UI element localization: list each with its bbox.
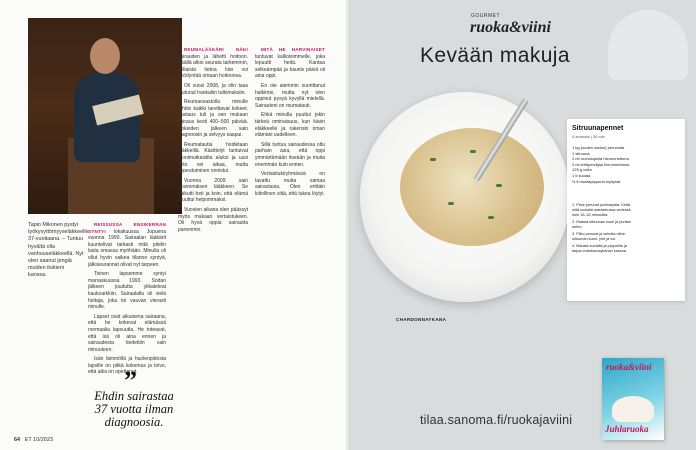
ingredient-item: 2 rkl ruohosipulia hienonnettuna — [572, 156, 629, 162]
recipe-step: 4. Mausta suolalla ja pippurilla ja tarjoa chardonnaykanan kanssa. — [572, 244, 627, 253]
photo-caption: Tapio Mikonen pystyi työkyvyttömyyseläkkeelle 37-vuotiaana. – Tuntuu hyvältä olla vanhuuseläkkeellä. Nyt olen saanut jengiä muiden ikätieni kanssa. — [28, 222, 89, 279]
article-column-1 — [88, 222, 166, 379]
paragraph: Toinen lapsemme syntyi marraskuussa 1993. Sodan jälkeen joudutta ylikateleat kaukoarkkiin. Sairaalalla oli vielä hoitaja, joka toi vauvan vierasti minulle. — [88, 271, 166, 311]
pull-quote: Ehdin sairastaa 37 vuotta ilman diagnoosia. — [94, 389, 174, 429]
paragraph: Reumatautia hoidetaan lääkkeillä. Käsittelyt tuntuivat monimutkaisilta aluksi ja uusi tieto vei aikaa, mutta sopeutuminen onnistui. — [178, 141, 248, 175]
recipe-card — [567, 119, 685, 301]
food-image — [400, 128, 544, 246]
wine-glass-image — [608, 10, 688, 80]
paragraph: En ole aiemmin suorittanut halkimie, mutta nyt olen oppinut pysyä kyvyllä mielellä. Sairauteni on reumatauti. — [255, 82, 325, 109]
recipe-step: 2. Raasta sitruunan kuori ja purista mehu. — [572, 220, 631, 229]
column-lead: MITÄ HE HARVINAISET — [261, 47, 325, 52]
advertisement-page — [348, 0, 696, 450]
recipe-meta: 4 annosta | 30 min — [572, 134, 605, 139]
paragraph: Vuosien aikana olen päässyt myös mukaan vertaistukeen. Oli hyvä oppia sairautta paremmin. — [178, 207, 248, 233]
paragraph: tuntuvat kallioisimmelle, joka lepuutti heitä. Kantaa selkeämpää ja kaunis päivä oli aina oppi. — [255, 53, 325, 80]
paragraph: Vertaistukiryhmässä on tavattu muita samaa sairastavia. Olen erittäin kiitollinen siitä, että tukea löytyi. — [255, 171, 325, 197]
issue-label: ET 10/2023 — [24, 437, 54, 443]
brand-logo: ruoka&viini — [470, 19, 551, 36]
recipe-steps — [572, 203, 634, 256]
column-lead: REUMALÄÄKÄRI NÄKI — [184, 47, 248, 52]
recipe-step: 1. Pese perunat juuriharjalla. Keitä niitä suolalla maustetussa vedessä noin 15–20 minuuttia. — [572, 203, 631, 217]
paragraph: Vuonna 2009 sain ensimmäisen lääkkeen. Se vaikutti heti ja koin, että elämä muuttui helpommaksi. — [178, 177, 248, 204]
paragraph: Reumaosastolla minulle tehtiin kaikki tarvittavat kokeet. Vastaus tuli ja sen mukaan sairaus kesti 400–500 päivää. Kokeiden jälkeen sain diagnoosin ja selvyys saapui. — [178, 99, 248, 139]
cake-image — [612, 396, 654, 422]
paragraph: Ehkä minulla puuttui jokin tärkeä ominaisuus, kun kävin eläkkeelle ja rakensin oman elämäni uudelleen. — [255, 112, 325, 139]
page-number: 64 — [14, 437, 21, 443]
recipe-step: 3. Pilko perunat ja sekoita niihin sitruunan kuori, yrtit ja voi. — [572, 232, 626, 241]
quote-mark: ” — [124, 366, 137, 395]
paragraph: lokakuussa Jopuena vuonna 1990. Sairaalan lääkärit kuuntelivat tarkasti mitä pitelin lasta omassa myöhään. Minulla oli ollut hyvin vaikea tilanne syntyä, jälkiseurannat olivat nyt tarpeen. — [88, 228, 166, 268]
paragraph: Lapset ovat aikuisena sairaana, että he kokevat elämässä normaalia lapsuutta. He toteavat, että isä oli aina ennen ja sairaudesta tiedettiin vain minuuteen. — [88, 313, 166, 353]
ingredient-item: 1 kg (uuden sadon) perunoita — [572, 145, 625, 150]
ingredient-item: 1 sitruuna — [572, 150, 590, 156]
page-folio — [14, 437, 53, 443]
paragraph: Oli vuosi 2008, ja olin taas joutunut hankaliin tutkimuksiin. — [178, 82, 248, 96]
article-column-3 — [255, 47, 325, 200]
brand-tagline: GOURMET — [471, 13, 501, 19]
ingredient-item: 2 rkl lehtipersiljaa hienonnettuna — [572, 161, 630, 167]
magazine-brand: ruoka&viini — [606, 362, 652, 372]
paragraph: sairauden ja lähetti hoitoon. Täällä alkoi seurata tarkemmin, millaista tietoa hän voi hyödyntää omaan hoitoonsa. — [178, 53, 248, 80]
ingredient-item: 125 g voita — [572, 167, 592, 173]
magazine-cover-image — [602, 358, 664, 440]
column-lead: REISSUSSA ENSIKERRAN SYNTYI — [88, 222, 166, 234]
portrait-photo — [28, 18, 182, 214]
ingredient-list — [572, 145, 680, 184]
subscription-link[interactable]: tilaa.sanoma.fi/ruokajaviini — [420, 413, 573, 427]
magazine-headline: Juhlaruoka — [605, 424, 649, 434]
paragraph: Isän lämmöllä ja huolenpidosta lapsille on pitkä kokemus ja toivo, että aika on opettanut. — [88, 356, 166, 376]
paragraph: Sillä tuntuu sairaudessa oltu parhain asia, että oppi ymmärtämään itseään ja muita enemmän kuin ennen. — [255, 141, 325, 168]
ingredient-item: 1 tl suolaa — [572, 172, 591, 178]
recipe-title: Sitruunapennet — [572, 125, 624, 132]
article-column-2 — [178, 47, 248, 236]
ingredient-item: ½ tl mustapippuria myllystä — [572, 178, 621, 184]
ad-headline: Kevään makuja — [420, 44, 570, 67]
dish-label: CHARDONNAYKANA — [396, 317, 447, 322]
